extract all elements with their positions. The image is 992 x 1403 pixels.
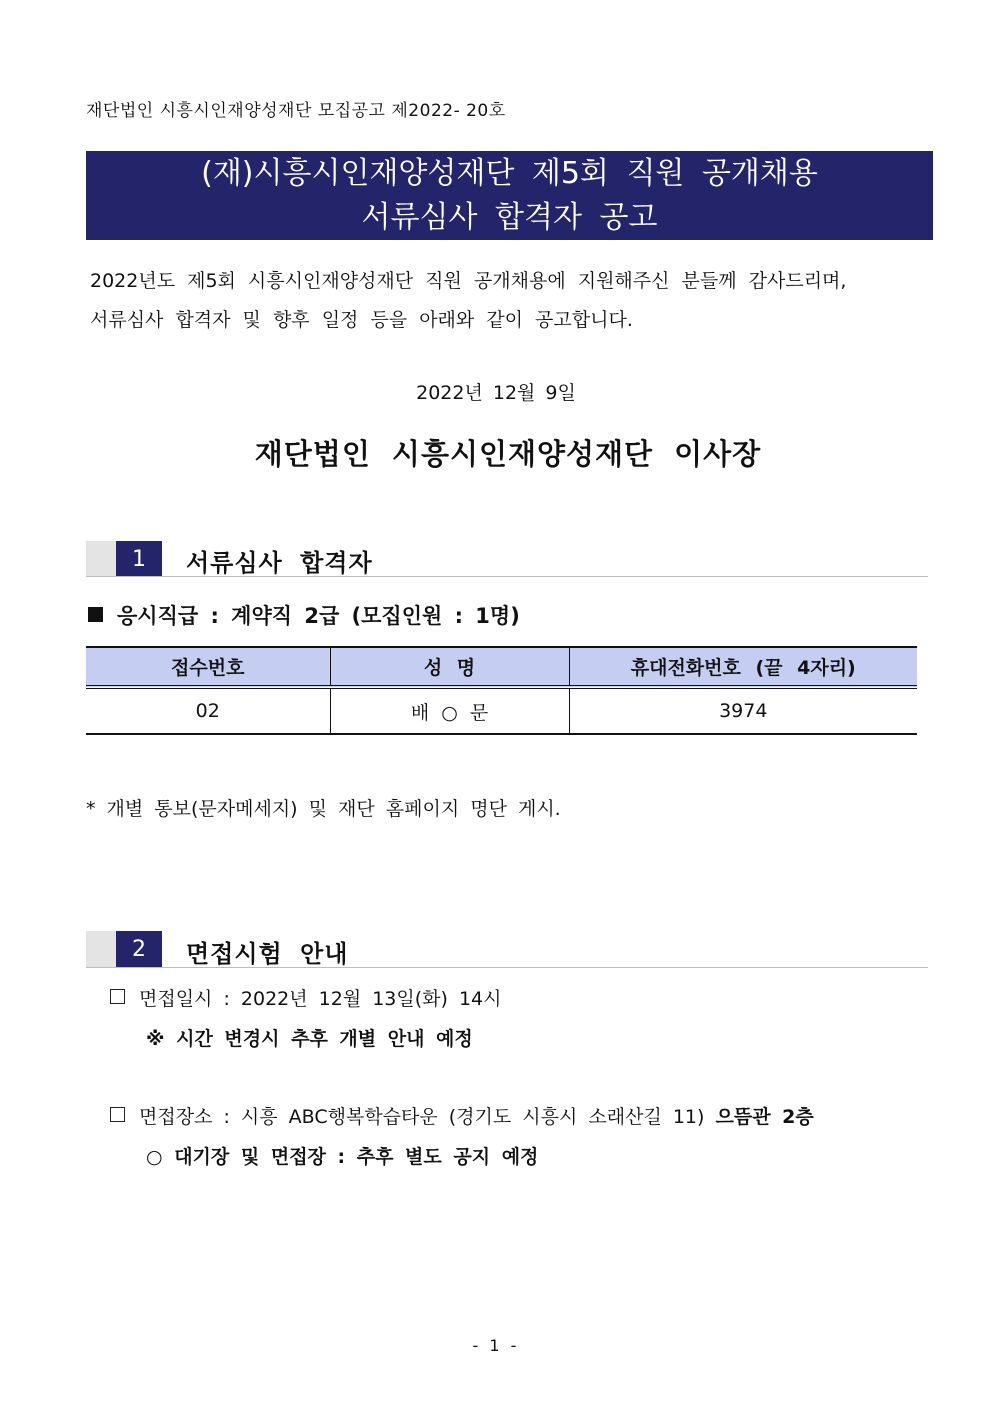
interview-place-building: 으뜸관 2층 [715, 1106, 814, 1128]
table-header-row [86, 647, 917, 687]
interview-datetime [110, 984, 502, 1011]
page-number: - 1 - [472, 1336, 520, 1355]
cell-application-number: 02 [86, 687, 330, 734]
section-2-header-bar [86, 931, 162, 967]
section-1-header-bar [86, 541, 162, 577]
square-bullet-icon [88, 607, 103, 622]
section-1-divider [86, 576, 928, 577]
footnote: * 개별 통보(문자메세지) 및 재단 홈페이지 명단 게시. [86, 798, 561, 820]
title-banner [86, 151, 933, 240]
checkbox-bullet-icon [110, 989, 125, 1004]
header-application-number: 접수번호 [86, 647, 330, 687]
section-2-number: 2 [116, 931, 162, 967]
issuer: 재단법인 시흥시인재양성재단 이사장 [254, 437, 762, 471]
cell-phone: 3974 [569, 687, 917, 734]
title-line-1: (재)시흥시인재양성재단 제5회 직원 공개채용 [201, 155, 818, 191]
section-1-title: 서류심사 합격자 [186, 549, 373, 577]
interview-place-text: 면접장소 : 시흥 ABC행복학습타운 (경기도 시흥시 소래산길 11) [139, 1106, 716, 1128]
intro-line-2: 서류심사 합격자 및 향후 일정 등을 아래와 같이 공고합니다. [90, 309, 633, 331]
header-name: 성 명 [330, 647, 569, 687]
interview-place [110, 1102, 814, 1129]
checkbox-bullet-icon [110, 1107, 125, 1122]
table-row [86, 687, 917, 734]
position-text: 응시직급 : 계약직 2급 (모집인원 : 1명) [117, 604, 520, 628]
header-phone: 휴대전화번호 (끝 4자리) [569, 647, 917, 687]
section-2-title: 면접시험 안내 [186, 940, 349, 968]
interview-datetime-text: 면접일시 : 2022년 12월 13일(화) 14시 [139, 988, 502, 1010]
interview-datetime-note: ※ 시간 변경시 추후 개별 안내 예정 [146, 1028, 473, 1050]
cell-name: 배 ○ 문 [330, 687, 569, 734]
position-heading [88, 600, 520, 630]
section-1-number: 1 [116, 541, 162, 577]
section-2-divider [86, 967, 928, 968]
title-line-2: 서류심사 합격자 공고 [361, 199, 658, 235]
notice-number: 재단법인 시흥시인재양성재단 모집공고 제2022- 20호 [86, 101, 506, 121]
passer-table [86, 646, 917, 735]
intro-line-1: 2022년도 제5회 시흥시인재양성재단 직원 공개채용에 지원해주신 분들께 감사드리며, [90, 270, 847, 292]
announcement-date: 2022년 12월 9일 [416, 382, 576, 404]
interview-place-note: ○ 대기장 및 면접장 : 추후 별도 공지 예정 [146, 1146, 539, 1168]
